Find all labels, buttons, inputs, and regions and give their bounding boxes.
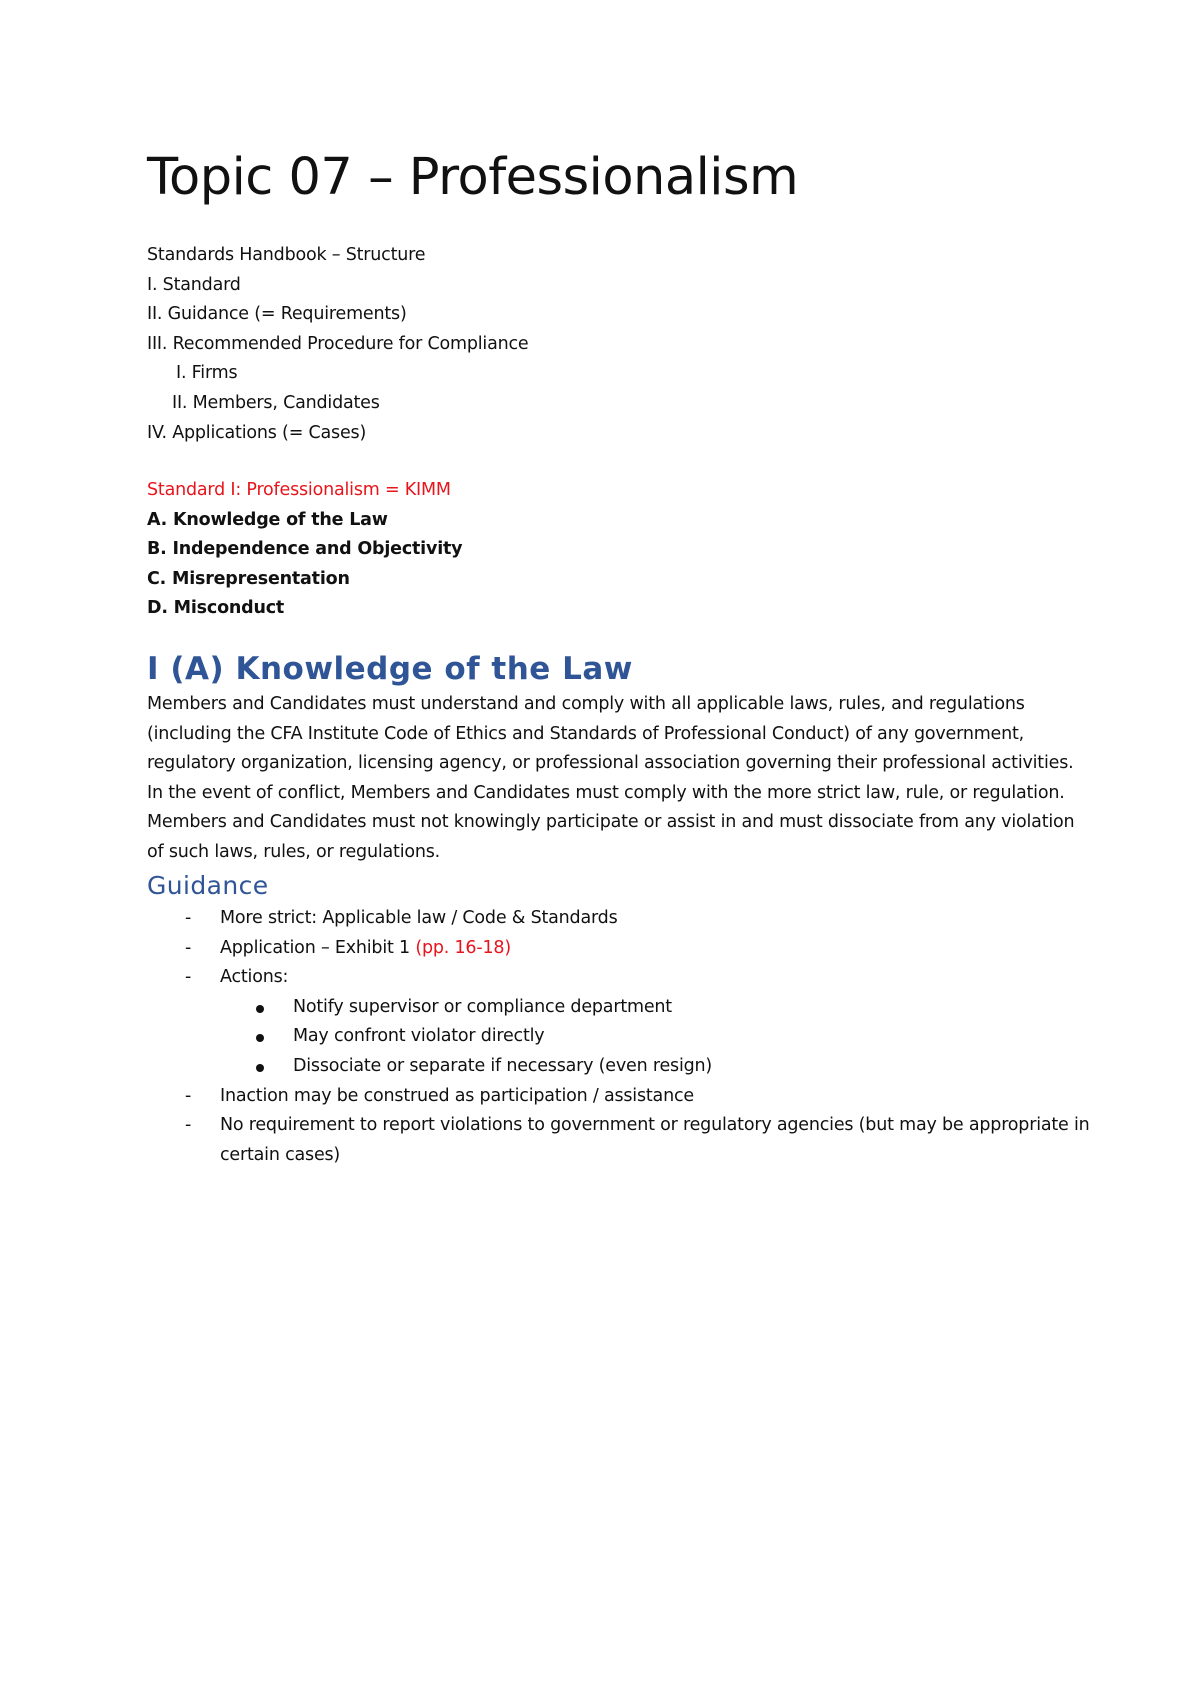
structure-subitem: II. Members, Candidates	[172, 392, 380, 413]
structure-item: I. Standard	[147, 274, 241, 295]
action-bullet	[147, 1022, 1067, 1052]
section-heading: I (A) Knowledge of the Law	[147, 651, 633, 687]
guidance-item	[147, 1111, 1100, 1170]
guidance-item-text: No requirement to report violations to government or regulatory agencies (but may be appropriate in certain cases)	[220, 1115, 1090, 1165]
standard-item: B. Independence and Objectivity	[147, 539, 463, 560]
structure-subitem: I. Firms	[176, 363, 238, 384]
standard-item: D. Misconduct	[147, 598, 285, 619]
guidance-item-text: Actions:	[220, 967, 289, 988]
structure-heading: Standards Handbook – Structure	[147, 245, 426, 265]
dash-marker: -	[185, 1085, 192, 1106]
guidance-item-text: More strict: Applicable law / Code & Standards	[220, 908, 618, 928]
section-paragraph: Members and Candidates must understand and comply with all applicable laws, rules, and regulations (including the CFA Institute Code of Ethics and Standards of Professional Conduct) of any government, regulatory organization, licensing agency, or professional association governing their professional activities. In the event of conflict, Members and Candidates must comply with the more strict law, rule, or regulation. Members and Candidates must not knowingly participate or assist in and must dissociate from any violation of such laws, rules, or regulations.	[147, 694, 1075, 862]
document-title: Topic 07 – Professionalism	[147, 148, 799, 207]
structure-item: IV. Applications (= Cases)	[147, 422, 367, 443]
guidance-item	[147, 934, 1067, 964]
bullet-icon	[256, 1005, 264, 1013]
guidance-item	[147, 904, 1067, 934]
page-reference: (pp. 16-18)	[415, 937, 511, 958]
action-bullet	[147, 993, 1067, 1023]
dash-marker: -	[185, 908, 192, 928]
guidance-item-text: Application – Exhibit 1	[220, 937, 416, 958]
dash-marker: -	[185, 967, 192, 988]
guidance-item	[147, 963, 1067, 993]
structure-item: II. Guidance (= Requirements)	[147, 304, 407, 325]
action-text: Dissociate or separate if necessary (even resign)	[293, 1055, 713, 1076]
guidance-list	[147, 904, 1090, 1170]
guidance-heading: Guidance	[147, 871, 269, 900]
standard-list	[147, 476, 1067, 624]
structure-item: III. Recommended Procedure for Compliance	[147, 333, 529, 354]
dash-marker: -	[185, 1115, 192, 1136]
action-text: May confront violator directly	[293, 1026, 545, 1047]
standard-heading: Standard I: Professionalism = KIMM	[147, 480, 451, 500]
bullet-icon	[256, 1064, 264, 1072]
action-bullet	[147, 1052, 1067, 1082]
structure-list	[147, 241, 1067, 448]
dash-marker: -	[185, 937, 192, 958]
standard-item: A. Knowledge of the Law	[147, 509, 388, 530]
bullet-icon	[256, 1034, 264, 1042]
standard-item: C. Misrepresentation	[147, 568, 350, 589]
guidance-item-text: Inaction may be construed as participation / assistance	[220, 1085, 694, 1106]
action-text: Notify supervisor or compliance department	[293, 996, 672, 1017]
guidance-item	[147, 1082, 1067, 1112]
